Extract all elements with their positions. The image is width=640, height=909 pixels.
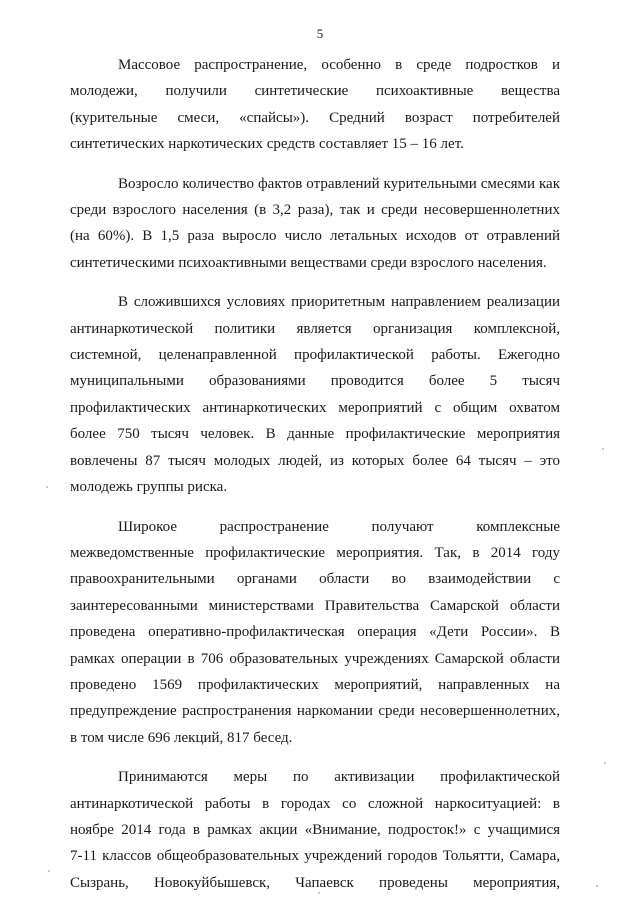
text-line: Возросло количество фактов отравлений курительными смесями как [118, 175, 560, 192]
text-line: правоохранительными органами области во взаимодействии с [70, 571, 560, 588]
text-line: Широкое распространение получают комплексные [118, 518, 560, 535]
text-line: синтетическими психоактивными веществами среди взрослого населения. [70, 254, 547, 271]
text-line: синтетических наркотических средств составляет 15 – 16 лет. [70, 136, 464, 153]
paragraph-4 [70, 514, 560, 752]
text-line: проведена оперативно-профилактическая операция «Дети России». В [70, 624, 560, 641]
text-line: проведено 1569 профилактических мероприятий, направленных на [70, 676, 560, 693]
text-line: среди взрослого населения (в 3,2 раза), так и среди несовершеннолетних [70, 202, 560, 219]
paragraph-1 [70, 52, 560, 158]
document-body [70, 52, 560, 909]
page-number: 5 [316, 26, 324, 41]
text-line: Сызрань, Новокуйбышевск, Чапаевск проведены мероприятия, [70, 874, 560, 891]
text-line: рамках операции в 706 образовательных учреждениях Самарской области [70, 650, 560, 667]
text-line: вовлечены 87 тысяч молодых людей, из которых более 64 тысяч – это [70, 452, 560, 469]
text-line: муниципальными образованиями проводится более 5 тысяч [70, 373, 560, 390]
paragraph-3 [70, 289, 560, 500]
text-line: межведомственные профилактические мероприятия. Так, в 2014 году [70, 544, 560, 561]
text-line: заинтересованными министерствами Правительства Самарской области [70, 597, 560, 614]
scan-speck [318, 892, 320, 894]
text-line: системной, целенаправленной профилактической работы. Ежегодно [70, 347, 560, 364]
text-line: молодежи, получили синтетические психоактивные вещества [70, 83, 560, 100]
scan-speck [46, 486, 48, 488]
paragraph-2 [70, 171, 560, 277]
text-line: антинаркотической работы в городах со сложной наркоситуацией: в [70, 795, 560, 812]
text-line: 7-11 классов общеобразовательных учреждений городов Тольятти, Самара, [70, 848, 560, 865]
text-line: молодежь группы риска. [70, 479, 228, 496]
text-line: в том числе 696 лекций, 817 бесед. [70, 729, 293, 746]
text-line: более 750 тысяч человек. В данные профилактические мероприятия [70, 426, 560, 443]
scan-speck [602, 448, 604, 450]
text-line: ноябре 2014 года в рамках акции «Внимание, подросток!» с учащимися [70, 821, 560, 838]
scan-speck [48, 870, 50, 872]
text-line: профилактических антинаркотических мероприятий с общим охватом [70, 399, 560, 416]
text-line: предупреждение распространения наркомании среди несовершеннолетних, [70, 703, 560, 720]
text-line: Принимаются меры по активизации профилактической [118, 769, 560, 786]
text-line: В сложившихся условиях приоритетным направлением реализации [118, 294, 560, 311]
scan-speck [604, 762, 606, 764]
text-line: (на 60%). В 1,5 раза выросло число летальных исходов от отравлений [70, 228, 560, 245]
text-line: (курительные смеси, «спайсы»). Средний возраст потребителей [70, 109, 560, 126]
paragraph-5 [70, 764, 560, 896]
scan-speck [596, 885, 598, 887]
text-line: антинаркотической политики является организация комплексной, [70, 320, 560, 337]
text-line: Массовое распространение, особенно в среде подростков и [118, 57, 560, 73]
